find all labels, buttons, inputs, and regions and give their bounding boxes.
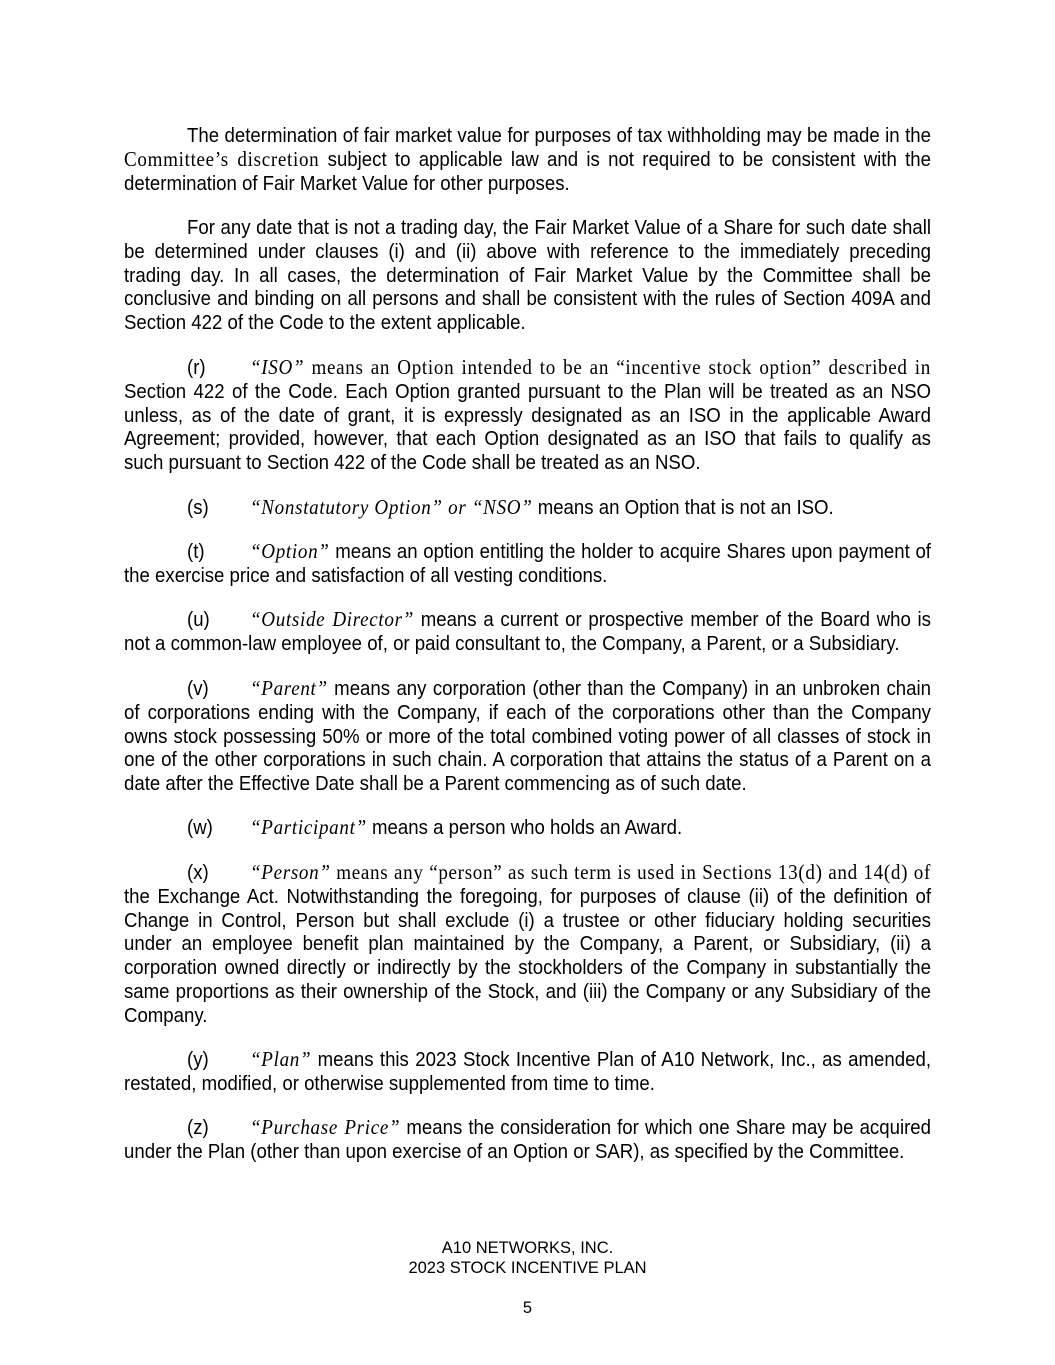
defined-term: “Person” [250, 860, 331, 884]
definition-label: (t) [187, 540, 205, 563]
defined-term: “Option” [250, 539, 330, 563]
definition-text: means an Option intended to be an “incentive stock option” described in [304, 355, 931, 379]
page-number: 5 [522, 1299, 533, 1317]
definition-text: means an option entitling the holder to acquire Shares upon payment of the exercise price and satisfaction of all vesting conditions. [124, 540, 931, 587]
definition-label: (s) [187, 496, 209, 519]
definition-label: (z) [187, 1116, 209, 1139]
paragraph-text: Committee’s discretion [124, 146, 320, 171]
definition-label: (v) [187, 677, 209, 700]
definition-parent [124, 677, 931, 796]
paragraph-text: The determination of fair market value for purposes of tax withholding may be made in the [187, 124, 931, 147]
definition-text: means an Option that is not an ISO. [532, 496, 834, 519]
paragraph-text: For any date that is not a trading day, the Fair Market Value of a Share for such date shall be determined under clauses (i) and (ii) above with reference to the immediately preceding trading day. In all cases, the determination of Fair Market Value by the Committee shall be conclusive and binding on all persons and shall be consistent with the rules of Section 409A and Section 422 of the Code to the extent applicable. [124, 216, 931, 335]
footer-plan-title: 2023 STOCK INCENTIVE PLAN [408, 1259, 647, 1277]
defined-term: “ISO” [250, 355, 305, 379]
definition-text: Section 422 of the Code. Each Option granted pursuant to the Plan will be treated as an NSO unless, as of the date of grant, it is expressly designated as an ISO in the applicable Award Agreement; provided, however, that each Option designated as an ISO that fails to qualify as such pursuant to Section 422 of the Code shall be treated as an NSO. [124, 379, 931, 475]
definition-label: (x) [187, 861, 209, 884]
defined-term: “Purchase Price” [250, 1115, 401, 1139]
definition-plan [124, 1048, 931, 1096]
document-body [124, 0, 931, 1190]
definition-option [124, 540, 931, 588]
defined-term: “Parent” [250, 676, 328, 700]
definition-nso [124, 496, 931, 520]
footer-company-name: A10 NETWORKS, INC. [441, 1239, 614, 1257]
definition-label: (y) [187, 1048, 209, 1071]
defined-term: “Nonstatutory Option” or “NSO” [250, 495, 533, 519]
definition-text: means a current or prospective member of the Board who is not a common-law employee of, or paid consultant to, the Company, a Parent, or a Subsidiary. [124, 608, 931, 655]
definition-text: means this 2023 Stock Incentive Plan of A10 Network, Inc., as amended, restated, modified, or otherwise supplemented from time to time. [124, 1048, 931, 1095]
definition-label: (u) [187, 608, 210, 631]
definition-label: (r) [187, 356, 206, 379]
definition-purchase-price [124, 1116, 931, 1164]
paragraph-fmv-tax-withholding [124, 124, 931, 195]
definition-text: means any corporation (other than the Company) in an unbroken chain of corporations ending with the Company, if each of the corporations other than the Company owns stock possessing 50% or more of the total combined voting power of all classes of stock in one of the other corporations in such chain. A corporation that attains the status of a Parent on a date after the Effective Date shall be a Parent commencing as of such date. [124, 677, 931, 796]
paragraph-text: subject to applicable law and is not required to be consistent with the determination of Fair Market Value for other purposes. [124, 147, 931, 195]
definition-iso [124, 356, 931, 475]
page-footer [0, 1238, 1055, 1318]
definition-text: means any “person” as such term is used in Sections 13(d) and 14(d) of [330, 860, 931, 884]
definition-text: means a person who holds an Award. [366, 816, 683, 839]
definition-outside-director [124, 608, 931, 656]
definition-person [124, 861, 931, 1028]
definition-text: the Exchange Act. Notwithstanding the foregoing, for purposes of clause (ii) of the definition of Change in Control, Person but shall exclude (i) a trustee or other fiduciary holding securities under an employee benefit plan maintained by the Company, a Parent, or Subsidiary, (ii) a corporation owned directly or indirectly by the stockholders of the Company in substantially the same proportions as their ownership of the Stock, and (iii) the Company or any Subsidiary of the Company. [124, 884, 931, 1027]
defined-term: “Participant” [250, 815, 367, 839]
definition-participant [124, 816, 931, 840]
definition-text: means the consideration for which one Share may be acquired under the Plan (other than upon exercise of an Option or SAR), as specified by the Committee. [124, 1116, 931, 1163]
definition-label: (w) [187, 816, 213, 839]
defined-term: “Plan” [250, 1047, 312, 1071]
paragraph-non-trading-day [124, 216, 931, 335]
defined-term: “Outside Director” [250, 607, 414, 631]
